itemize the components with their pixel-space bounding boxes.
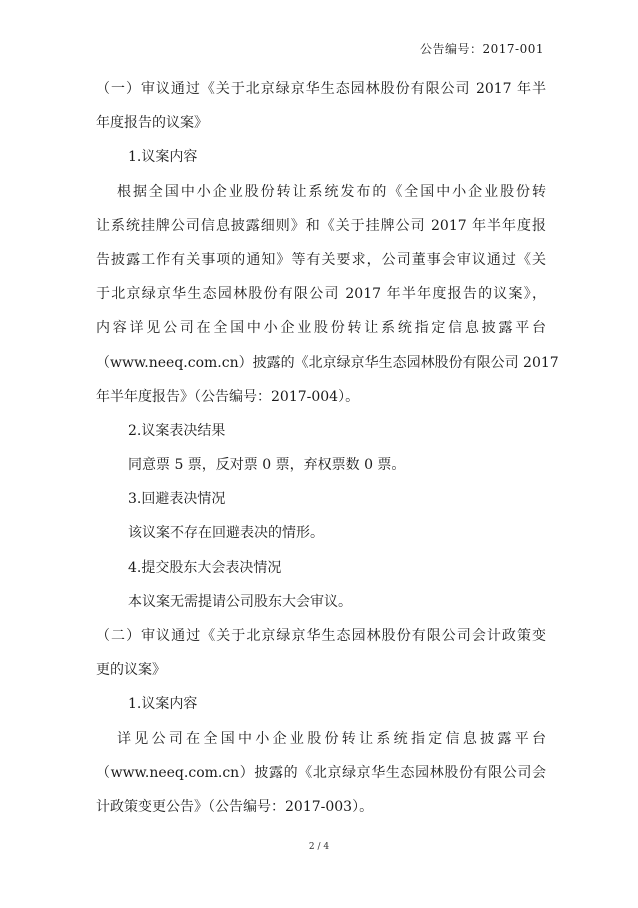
- paragraph-line: 根据全国中小企业股份转让系统发布的《全国中小企业股份转: [117, 183, 546, 200]
- paragraph-line: 年半年度报告》（公告编号：2017-004）。: [96, 388, 360, 405]
- subheading-motion-content: 1.议案内容: [128, 696, 198, 713]
- paragraph-line: 内容详见公司在全国中小企业股份转让系统指定信息披露平台: [96, 320, 546, 337]
- announcement-number: 公告编号：2017-001: [420, 42, 544, 56]
- paragraph-line: 详见公司在全国中小企业股份转让系统指定信息披露平台: [117, 730, 546, 747]
- subheading-recusal: 3.回避表决情况: [128, 491, 226, 508]
- paragraph-line: 让系统挂牌公司信息披露细则》和《关于挂牌公司 2017 年半年度报: [96, 217, 546, 234]
- paragraph-line: 于北京绿京华生态园林股份有限公司 2017 年半年度报告的议案》，: [96, 286, 546, 303]
- paragraph-line: （www.neeq.com.cn）披露的《北京绿京华生态园林股份有限公司会: [96, 764, 546, 781]
- paragraph-line: （www.neeq.com.cn）披露的《北京绿京华生态园林股份有限公司 2017: [96, 354, 559, 371]
- section-heading-2: （二）审议通过《关于北京绿京华生态园林股份有限公司会计政策变: [96, 628, 546, 644]
- vote-result-text: 同意票 5 票，反对票 0 票，弃权票数 0 票。: [128, 457, 406, 474]
- subheading-motion-content: 1.议案内容: [128, 149, 198, 166]
- section-heading-2-cont: 更的议案》: [96, 662, 166, 679]
- paragraph-line: 计政策变更公告》（公告编号：2017-003）。: [96, 798, 374, 815]
- shareholder-meeting-text: 本议案无需提请公司股东大会审议。: [128, 593, 352, 610]
- subheading-vote-result: 2.议案表决结果: [128, 422, 226, 439]
- page-number: 2 / 4: [308, 842, 330, 852]
- recusal-text: 该议案不存在回避表决的情形。: [128, 525, 324, 542]
- subheading-shareholder-meeting: 4.提交股东大会表决情况: [128, 559, 282, 576]
- section-heading-1-cont: 年度报告的议案》: [96, 115, 208, 132]
- section-heading-1: （一）审议通过《关于北京绿京华生态园林股份有限公司 2017 年半: [96, 81, 546, 97]
- document-body: [96, 72, 559, 824]
- paragraph-line: 告披露工作有关事项的通知》等有关要求，公司董事会审议通过《关: [96, 251, 546, 268]
